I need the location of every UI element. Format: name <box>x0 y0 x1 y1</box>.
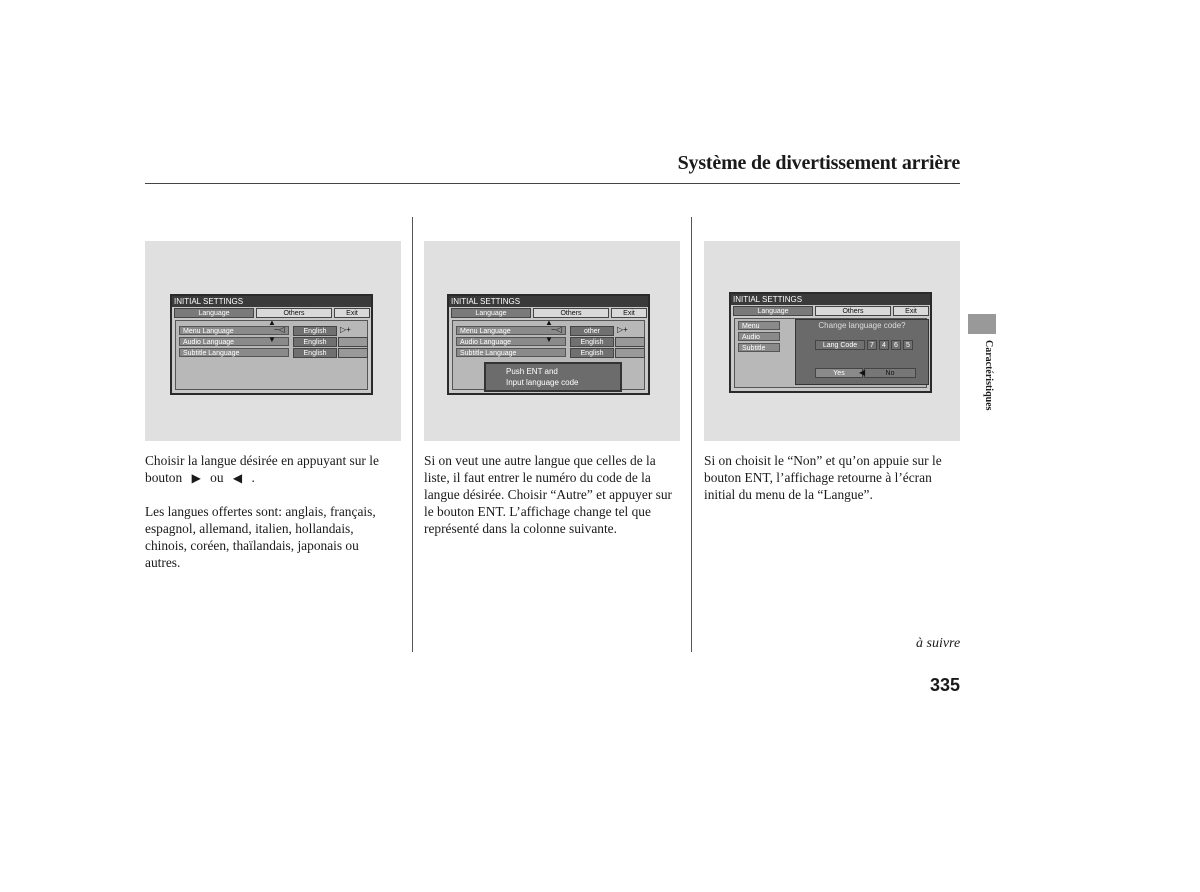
page-number: 335 <box>929 675 960 695</box>
paragraph-text: Choisir la langue désirée en appuyant sur le bouton <box>145 453 379 485</box>
minus-icon: −◁ <box>274 325 285 334</box>
value-audio-language: English <box>293 337 337 347</box>
down-arrow-icon: ▼ <box>268 335 276 344</box>
plus-icon: ▷+ <box>340 325 351 334</box>
continued-label: à suivre <box>916 636 961 651</box>
code-digit: 5 <box>903 340 913 350</box>
tab-language: Language <box>174 308 254 318</box>
tab-language: Language <box>451 308 531 318</box>
section-tab <box>968 314 996 334</box>
row-subtitle-language: Subtitle Language <box>456 348 566 357</box>
minus-icon: −◁ <box>551 325 562 334</box>
tab-others: Others <box>256 308 332 318</box>
message-box <box>484 362 622 392</box>
message-line-2: Input language code <box>506 378 579 387</box>
yes-button: Yes <box>815 368 863 378</box>
value-menu-language: English <box>293 326 337 336</box>
screen-3 <box>729 292 932 393</box>
value-audio-language: English <box>570 337 614 347</box>
row-subtitle-language: Subtitle Language <box>179 348 289 357</box>
column-1-text <box>145 452 395 587</box>
column-divider-2 <box>691 217 692 652</box>
screen-title: INITIAL SETTINGS <box>172 296 371 307</box>
dialog-title: Change language code? <box>818 321 906 330</box>
up-arrow-icon: ▲ <box>545 318 553 327</box>
paragraph: Si on veut une autre langue que celles de la liste, il faut entrer le numéro du code de la langue désirée. Choisir “Autre” et appuyer sur le bouton ENT. L’affichage change tel que représenté dans la colonne suivante. <box>424 453 673 536</box>
row-menu-language: Menu Language <box>179 326 289 335</box>
settings-panel <box>175 320 368 390</box>
tab-language: Language <box>733 306 813 316</box>
row-menu-language: Menu Language <box>456 326 566 335</box>
column-divider-1 <box>412 217 413 652</box>
value-subtitle-language: English <box>293 348 337 358</box>
code-digit: 7 <box>867 340 877 350</box>
tab-exit: Exit <box>611 308 647 318</box>
screen-title: INITIAL SETTINGS <box>449 296 648 307</box>
plus-icon: ▷+ <box>617 325 628 334</box>
title-rule <box>145 183 960 184</box>
down-arrow-icon: ▼ <box>545 335 553 344</box>
tab-others: Others <box>533 308 609 318</box>
paragraph: Les langues offertes sont: anglais, français, espagnol, allemand, italien, hollandais, chinois, coréen, thaïlandais, japonais ou autres. <box>145 504 376 570</box>
menu-item-menu: Menu <box>738 321 780 330</box>
paragraph: Si on choisit le “Non” et qu’on appuie sur le bouton ENT, l’affichage retourne à l’écran initial du menu de la “Langue”. <box>704 453 942 502</box>
selector-arrow-icon: ◀ <box>859 368 866 377</box>
tab-exit: Exit <box>893 306 929 316</box>
empty-box <box>338 337 368 347</box>
figure-2 <box>424 241 680 441</box>
code-digit: 4 <box>879 340 889 350</box>
no-button: No <box>864 368 916 378</box>
paragraph-text: . <box>251 470 255 485</box>
figure-3 <box>704 241 960 441</box>
column-3-text <box>704 452 954 519</box>
settings-panel <box>452 320 645 390</box>
value-menu-language: other <box>570 326 614 336</box>
settings-panel <box>734 318 927 388</box>
value-subtitle-language: English <box>570 348 614 358</box>
paragraph-text: ou <box>210 470 224 485</box>
lang-code-label: Lang Code <box>815 340 865 350</box>
empty-box <box>338 348 368 358</box>
left-arrow-icon: ◀ <box>232 471 243 485</box>
page-title: Système de divertissement arrière <box>677 152 960 174</box>
figure-1 <box>145 241 401 441</box>
menu-item-subtitle: Subtitle <box>738 343 780 352</box>
section-tab-label: Caractéristiques <box>983 340 994 411</box>
menu-item-audio: Audio <box>738 332 780 341</box>
row-audio-language: Audio Language <box>179 337 289 346</box>
tab-exit: Exit <box>334 308 370 318</box>
screen-title: INITIAL SETTINGS <box>731 294 930 305</box>
message-line-1: Push ENT and <box>506 367 558 376</box>
empty-box <box>615 337 645 347</box>
tab-others: Others <box>815 306 891 316</box>
code-digit: 6 <box>891 340 901 350</box>
empty-box <box>615 348 645 358</box>
row-audio-language: Audio Language <box>456 337 566 346</box>
column-2-text <box>424 452 674 553</box>
dialog-box <box>795 319 929 385</box>
right-arrow-icon: ▶ <box>191 471 201 485</box>
up-arrow-icon: ▲ <box>268 318 276 327</box>
screen-2 <box>447 294 650 395</box>
screen-1 <box>170 294 373 395</box>
paragraph <box>145 452 395 487</box>
